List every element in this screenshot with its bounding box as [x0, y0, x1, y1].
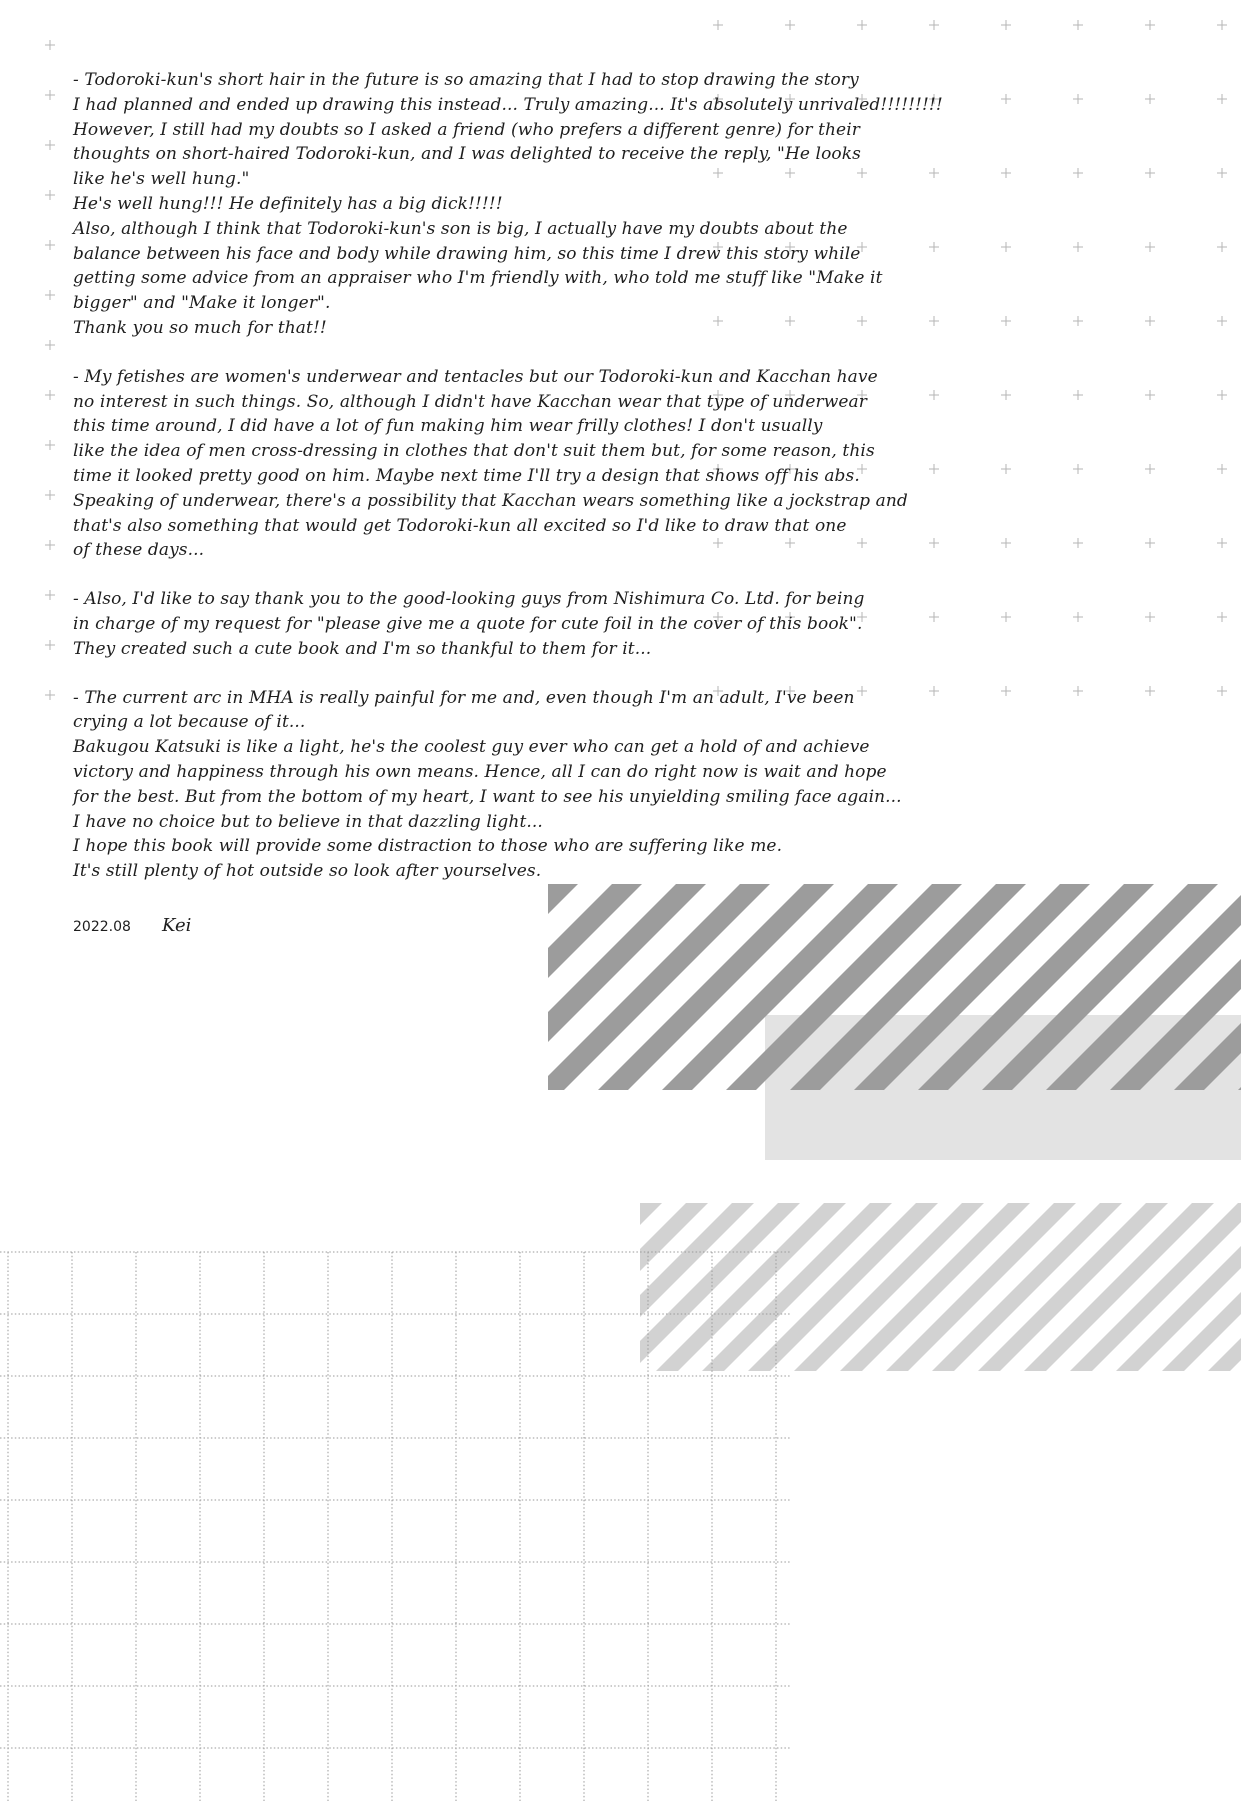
afterword-paragraph	[73, 365, 908, 563]
text-line: like the idea of men cross-dressing in clothes that don't suit them but, for some reason, this	[73, 441, 875, 462]
stripe	[342, 884, 578, 1090]
text-line: in charge of my request for "please give me a quote for cute foil in the cover of this book".	[73, 613, 863, 634]
afterword-paragraph	[73, 686, 902, 884]
text-line: I had planned and ended up drawing this instead... Truly amazing... It's absolutely unrivaled!!!!!!!!!	[73, 94, 943, 115]
dotted-square-grid	[0, 1252, 790, 1801]
text-line: time it looked pretty good on him. Maybe next time I'll try a design that shows off his abs.	[73, 465, 860, 486]
text-line: for the best. But from the bottom of my heart, I want to see his unyielding smiling face again...	[73, 786, 902, 807]
text-line: Bakugou Katsuki is like a light, he's the coolest guy ever who can get a hold of and achieve	[73, 737, 870, 758]
text-line: They created such a cute book and I'm so thankful to them for it...	[73, 638, 652, 659]
text-line: victory and happiness through his own means. Hence, all I can do right now is wait and hope	[73, 761, 887, 782]
text-line: crying a lot because of it...	[73, 712, 306, 733]
signature-author: Kei	[162, 915, 192, 936]
stripe	[886, 1203, 1076, 1371]
text-line: - My fetishes are women's underwear and tentacles but our Todoroki-kun and Kacchan have	[73, 366, 878, 387]
stripe	[840, 1203, 1030, 1371]
paragraph-gap	[73, 563, 893, 587]
text-line: balance between his face and body while drawing him, so this time I drew this story while	[73, 243, 861, 264]
text-line: He's well hung!!! He definitely has a big dick!!!!!	[73, 193, 503, 214]
text-line: getting some advice from an appraiser who I'm friendly with, who told me stuff like "Make it	[73, 268, 883, 289]
text-line: I hope this book will provide some distraction to those who are suffering like me.	[73, 836, 783, 857]
afterword-paragraph	[73, 68, 943, 341]
text-line: thoughts on short-haired Todoroki-kun, and I was delighted to receive the reply, "He looks	[73, 144, 861, 165]
stripe	[1024, 1203, 1214, 1371]
text-line: this time around, I did have a lot of fun making him wear frilly clothes! I don't usually	[73, 416, 823, 437]
paragraph-gap	[73, 662, 893, 686]
stripe	[564, 1203, 754, 1371]
text-line: Also, although I think that Todoroki-kun's son is big, I actually have my doubts about the	[73, 218, 848, 239]
text-line: that's also something that would get Todoroki-kun all excited so I'd like to draw that one	[73, 515, 847, 536]
text-line: - Also, I'd like to say thank you to the good-looking guys from Nishimura Co. Ltd. for being	[73, 589, 865, 610]
text-line: like he's well hung."	[73, 169, 250, 190]
text-line: I have no choice but to believe in that dazzling light...	[73, 811, 543, 832]
signature	[73, 915, 191, 936]
stripe	[610, 1203, 800, 1371]
text-line: - Todoroki-kun's short hair in the future is so amazing that I had to stop drawing the story	[73, 70, 859, 90]
text-line: of these days...	[73, 540, 205, 561]
diagonal-stripes-bottom	[472, 1203, 1241, 1371]
stripe	[472, 1203, 662, 1371]
stripe	[978, 1203, 1168, 1371]
afterword-paragraph	[73, 587, 893, 661]
signature-date: 2022.08	[73, 919, 131, 935]
stripe	[794, 1203, 984, 1371]
stripe	[932, 1203, 1122, 1371]
stripe	[656, 1203, 846, 1371]
text-line: Thank you so much for that!!	[73, 317, 327, 338]
paragraph-gap	[73, 341, 893, 365]
text-line: It's still plenty of hot outside so look after yourselves.	[73, 861, 542, 882]
stripe	[702, 1203, 892, 1371]
text-line: Speaking of underwear, there's a possibility that Kacchan wears something like a jockstrap and	[73, 490, 908, 511]
stripe	[518, 1203, 708, 1371]
stripe	[406, 884, 642, 1090]
text-line: However, I still had my doubts so I asked a friend (who prefers a different genre) for their	[73, 119, 860, 140]
text-line: no interest in such things. So, although I didn't have Kacchan wear that type of underwear	[73, 391, 868, 412]
text-line: - The current arc in MHA is really painful for me and, even though I'm an adult, I've been	[73, 687, 855, 708]
afterword-text	[73, 68, 943, 884]
text-line: bigger" and "Make it longer".	[73, 293, 331, 314]
